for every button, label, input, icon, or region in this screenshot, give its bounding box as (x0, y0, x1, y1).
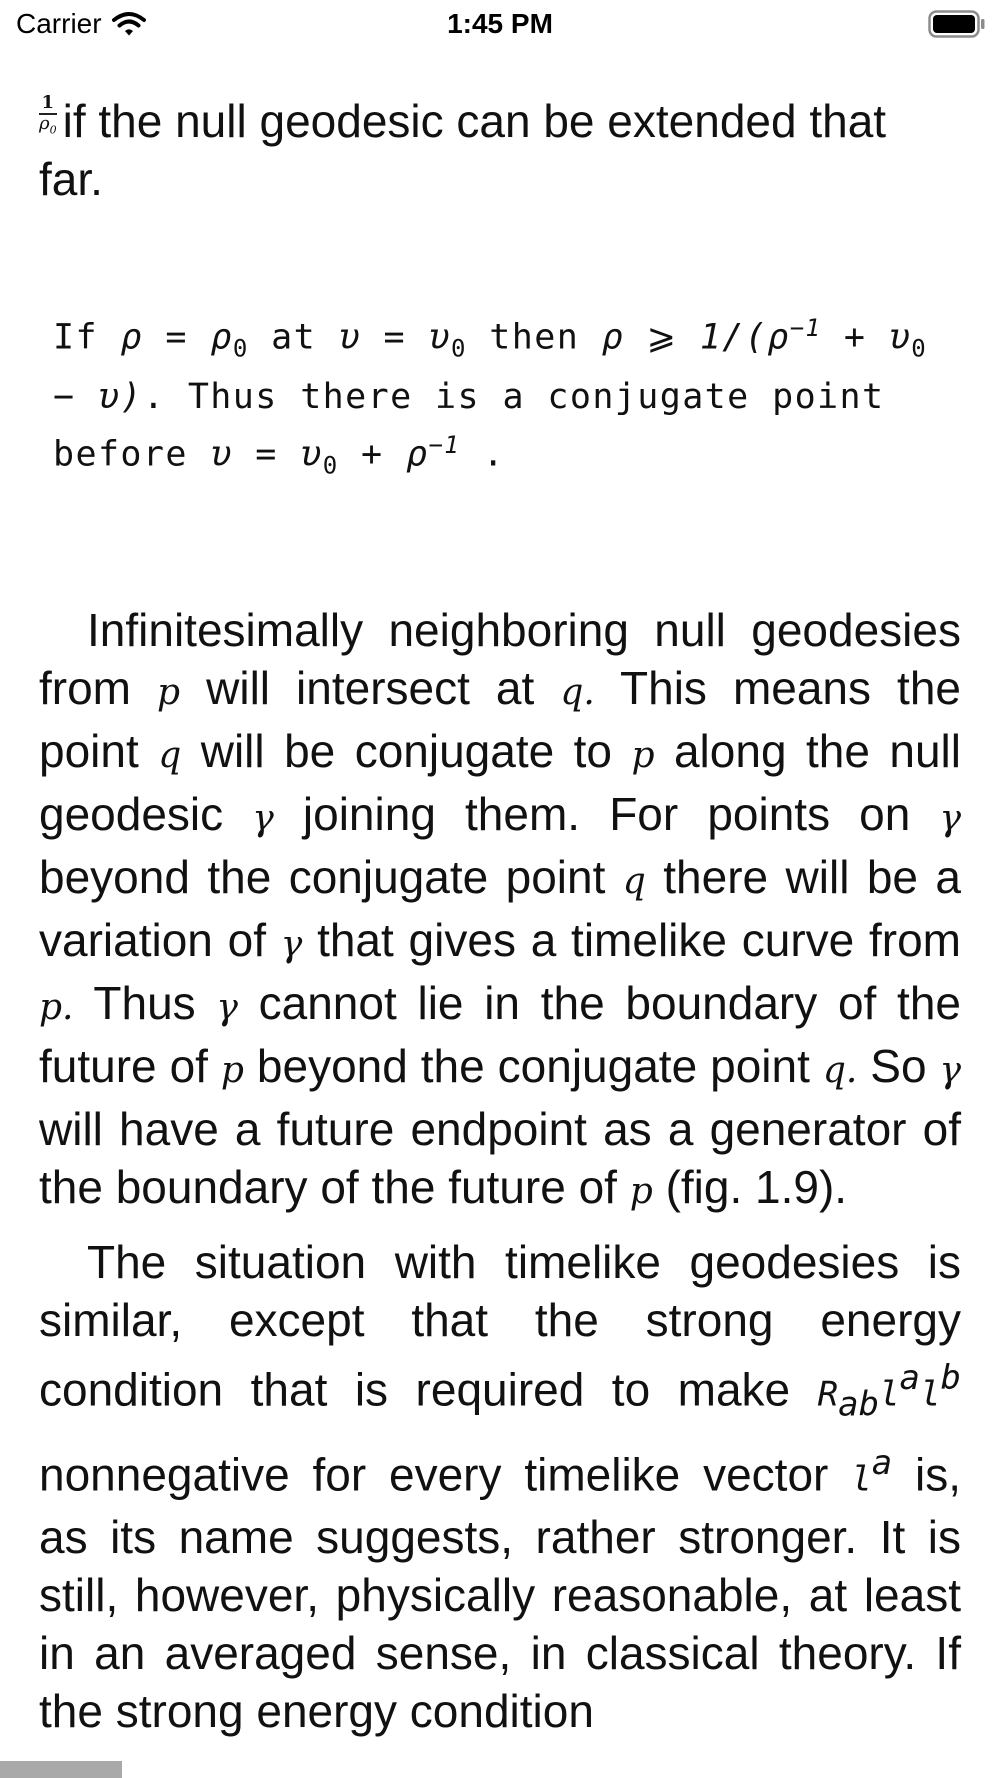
equation-line-3: before $\upsilon = \upsilon_0 + \rho^{-1}$ . (53, 430, 506, 480)
paragraph-null-geodesics: Infinitesimally neighboring null geodesies from p will intersect at q. This means the point q will be conjugate to p along the null geodesic γ joining them. For points on γ beyond the conjugate point q there will be a variation of γ that gives a timelike curve from p. Thus γ cannot lie in the boundary of the future of p beyond the conjugate point q. So γ will have a future endpoint as a generator of the boundary of the future of p (fig. 1.9). (39, 604, 962, 1214)
equation-line-1: If $\rho = \rho_0$ at $\upsilon = \upsilon_0$ then ρ ⩾ $1/(\rho^{-1} + \upsilon_0$ (53, 314, 928, 363)
equation-line-2: − υ). Thus there is a conjugate point (53, 376, 885, 417)
paragraph-timelike-geodesics: The situation with timelike geodesies is similar, except that the strong energy condition that is required to make $R_{ab}l^al^b$ nonnegative for every timelike vector $l^a$ is, as its name suggests, rather stronger. It is still, however, physically reasonable, at least in an averaged sense, in classical theory. If the strong energy condition (39, 1236, 962, 1738)
status-time: 1:45 PM (447, 8, 553, 39)
inline-fraction: $\frac{1}{\rho_0}$ (39, 92, 57, 137)
lead-text: $\frac{1}{\rho_0}$ if the null geodesic can be extended that far. (39, 92, 887, 205)
equation-block (53, 304, 961, 489)
carrier-label: Carrier (16, 8, 102, 39)
reading-progress-bar (0, 1761, 122, 1778)
status-bar (0, 0, 1000, 54)
battery-icon (928, 10, 986, 38)
book-page[interactable] (39, 92, 961, 1740)
